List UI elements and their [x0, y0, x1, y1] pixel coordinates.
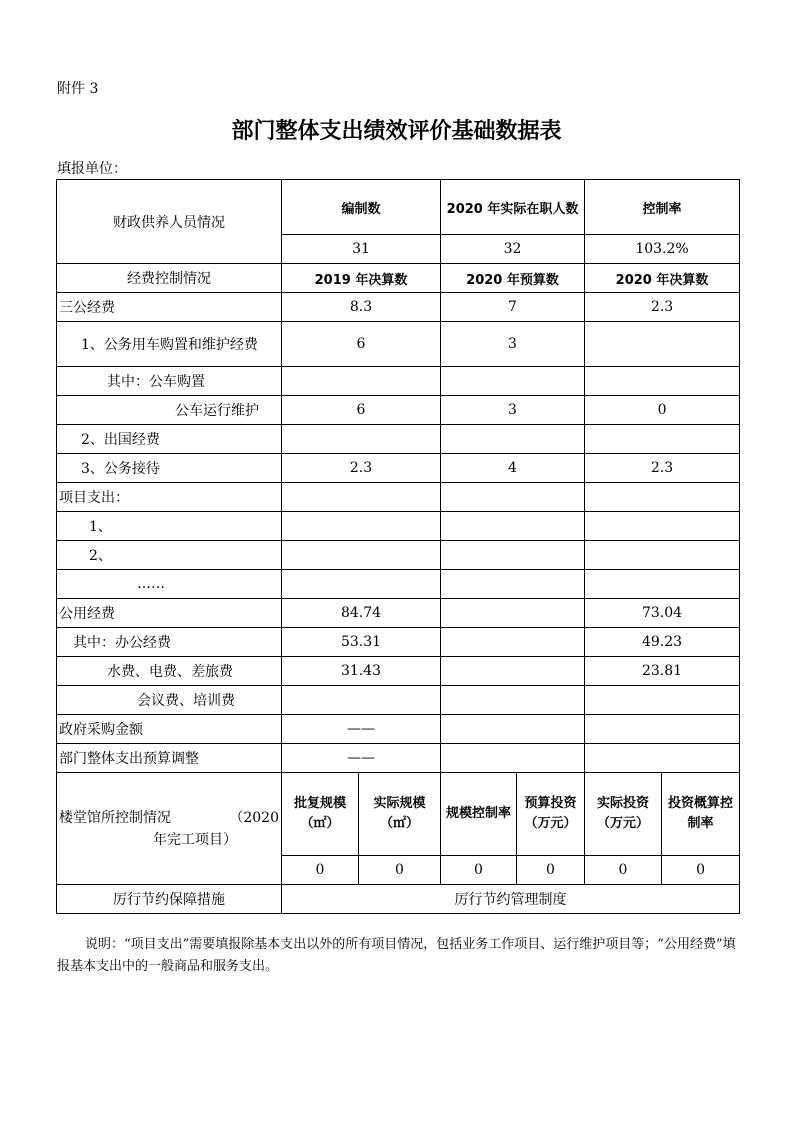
cell-2020-budget — [441, 483, 585, 512]
staff-actual-value: 32 — [441, 235, 585, 264]
row-label: 公车运行维护 — [57, 396, 282, 425]
cell-2020-final: 2.3 — [585, 454, 740, 483]
table-row — [57, 599, 740, 628]
building-header-approved-scale: 批复规模（㎡） — [282, 773, 359, 856]
cell-2020-final: 2.3 — [585, 293, 740, 322]
building-header-actual-scale: 实际规模（㎡） — [359, 773, 441, 856]
cell-2020-final: 49.23 — [585, 628, 740, 657]
cell-2020-budget — [441, 686, 585, 715]
building-actual-scale-value: 0 — [359, 856, 441, 885]
row-label: 会议费、培训费 — [57, 686, 282, 715]
reporting-unit-label: 填报单位： — [57, 161, 127, 177]
table-row — [57, 425, 740, 454]
building-header-budget-invest: 预算投资（万元） — [517, 773, 585, 856]
table-row — [57, 367, 740, 396]
cell-2020-budget — [441, 425, 585, 454]
building-actual-invest-value: 0 — [585, 856, 662, 885]
building-budget-invest-value: 0 — [517, 856, 585, 885]
cell-2020-final — [585, 367, 740, 396]
cell-2020-budget — [441, 541, 585, 570]
cell-2020-final: 23.81 — [585, 657, 740, 686]
cell-2020-budget — [441, 744, 585, 773]
row-label: 2、 — [57, 541, 282, 570]
table-row — [57, 628, 740, 657]
funds-header-2020-budget: 2020 年预算数 — [441, 264, 585, 293]
page-title: 部门整体支出绩效评价基础数据表 — [231, 119, 562, 144]
table-row — [57, 396, 740, 425]
table-row — [57, 715, 740, 744]
funds-label: 经费控制情况 — [57, 264, 282, 293]
cell-2019 — [282, 570, 441, 599]
cell-2019: 8.3 — [282, 293, 441, 322]
cell-2019 — [282, 541, 441, 570]
cell-2020-final — [585, 483, 740, 512]
cell-2019 — [282, 512, 441, 541]
cell-2019: —— — [282, 744, 441, 773]
table-row — [57, 570, 740, 599]
cell-2019: 31.43 — [282, 657, 441, 686]
building-label-year: （2020 — [229, 809, 279, 826]
funds-header-2020-final: 2020 年决算数 — [585, 264, 740, 293]
cell-2020-budget — [441, 367, 585, 396]
table-row — [57, 322, 740, 367]
cell-2020-final: 73.04 — [585, 599, 740, 628]
table-row — [57, 293, 740, 322]
cell-2020-budget — [441, 657, 585, 686]
table-row — [57, 541, 740, 570]
cell-2020-final — [585, 715, 740, 744]
row-label: 其中：办公经费 — [57, 628, 282, 657]
cell-2020-final — [585, 541, 740, 570]
row-label: 公用经费 — [57, 599, 282, 628]
building-header-invest-rate: 投资概算控制率 — [662, 773, 740, 856]
performance-data-table — [56, 179, 740, 914]
row-label: 水费、电费、差旅费 — [57, 657, 282, 686]
table-note — [57, 934, 747, 978]
cell-2020-budget — [441, 512, 585, 541]
cell-2019: 6 — [282, 322, 441, 367]
cell-2020-final — [585, 322, 740, 367]
row-label: 1、 — [57, 512, 282, 541]
cell-2020-final: 0 — [585, 396, 740, 425]
saving-value: 厉行节约管理制度 — [282, 885, 740, 914]
row-label: 政府采购金额 — [57, 715, 282, 744]
cell-2020-budget: 7 — [441, 293, 585, 322]
building-label-main: 楼堂馆所控制情况 — [59, 809, 171, 826]
cell-2019: —— — [282, 715, 441, 744]
building-label-note: 年完工项目） — [153, 831, 237, 848]
building-header-scale-rate: 规模控制率 — [441, 773, 517, 856]
cell-2020-budget — [441, 599, 585, 628]
row-label: 部门整体支出预算调整 — [57, 744, 282, 773]
funds-header-2019-final: 2019 年决算数 — [282, 264, 441, 293]
building-label — [57, 773, 282, 885]
cell-2020-final — [585, 512, 740, 541]
row-label: 3、公务接待 — [57, 454, 282, 483]
row-label: 三公经费 — [57, 293, 282, 322]
cell-2020-final — [585, 686, 740, 715]
staff-label: 财政供养人员情况 — [57, 180, 282, 264]
cell-2019 — [282, 425, 441, 454]
cell-2020-final — [585, 570, 740, 599]
row-label: 其中：公车购置 — [57, 367, 282, 396]
table-row — [57, 657, 740, 686]
note-text: 说明：“项目支出”需要填报除基本支出以外的所有项目情况，包括业务工作项目、运行维护项目等；“公用经费”填报基本支出中的一般商品和服务支出。 — [57, 937, 736, 974]
cell-2020-budget — [441, 570, 585, 599]
cell-2020-final — [585, 744, 740, 773]
cell-2019: 53.31 — [282, 628, 441, 657]
row-label: …… — [57, 570, 282, 599]
staff-header-actual: 2020 年实际在职人数 — [441, 180, 585, 235]
building-invest-rate-value: 0 — [662, 856, 740, 885]
cell-2020-final — [585, 425, 740, 454]
attachment-label: 附件 3 — [57, 81, 99, 97]
cell-2020-budget — [441, 628, 585, 657]
cell-2020-budget — [441, 715, 585, 744]
cell-2019 — [282, 483, 441, 512]
staff-header-rate: 控制率 — [585, 180, 740, 235]
table-row — [57, 512, 740, 541]
cell-2019: 84.74 — [282, 599, 441, 628]
table-row — [57, 483, 740, 512]
saving-label: 厉行节约保障措施 — [57, 885, 282, 914]
cell-2019: 2.3 — [282, 454, 441, 483]
row-label: 1、公务用车购置和维护经费 — [57, 322, 282, 367]
table-row — [57, 686, 740, 715]
staff-rate-value: 103.2% — [585, 235, 740, 264]
building-header-actual-invest: 实际投资（万元） — [585, 773, 662, 856]
cell-2019 — [282, 686, 441, 715]
cell-2019 — [282, 367, 441, 396]
cell-2019: 6 — [282, 396, 441, 425]
cell-2020-budget: 3 — [441, 396, 585, 425]
cell-2020-budget: 3 — [441, 322, 585, 367]
table-row — [57, 744, 740, 773]
row-label: 项目支出： — [57, 483, 282, 512]
building-approved-scale-value: 0 — [282, 856, 359, 885]
staff-quota-value: 31 — [282, 235, 441, 264]
table-row — [57, 454, 740, 483]
row-label: 2、出国经费 — [57, 425, 282, 454]
building-scale-rate-value: 0 — [441, 856, 517, 885]
cell-2020-budget: 4 — [441, 454, 585, 483]
staff-header-quota: 编制数 — [282, 180, 441, 235]
